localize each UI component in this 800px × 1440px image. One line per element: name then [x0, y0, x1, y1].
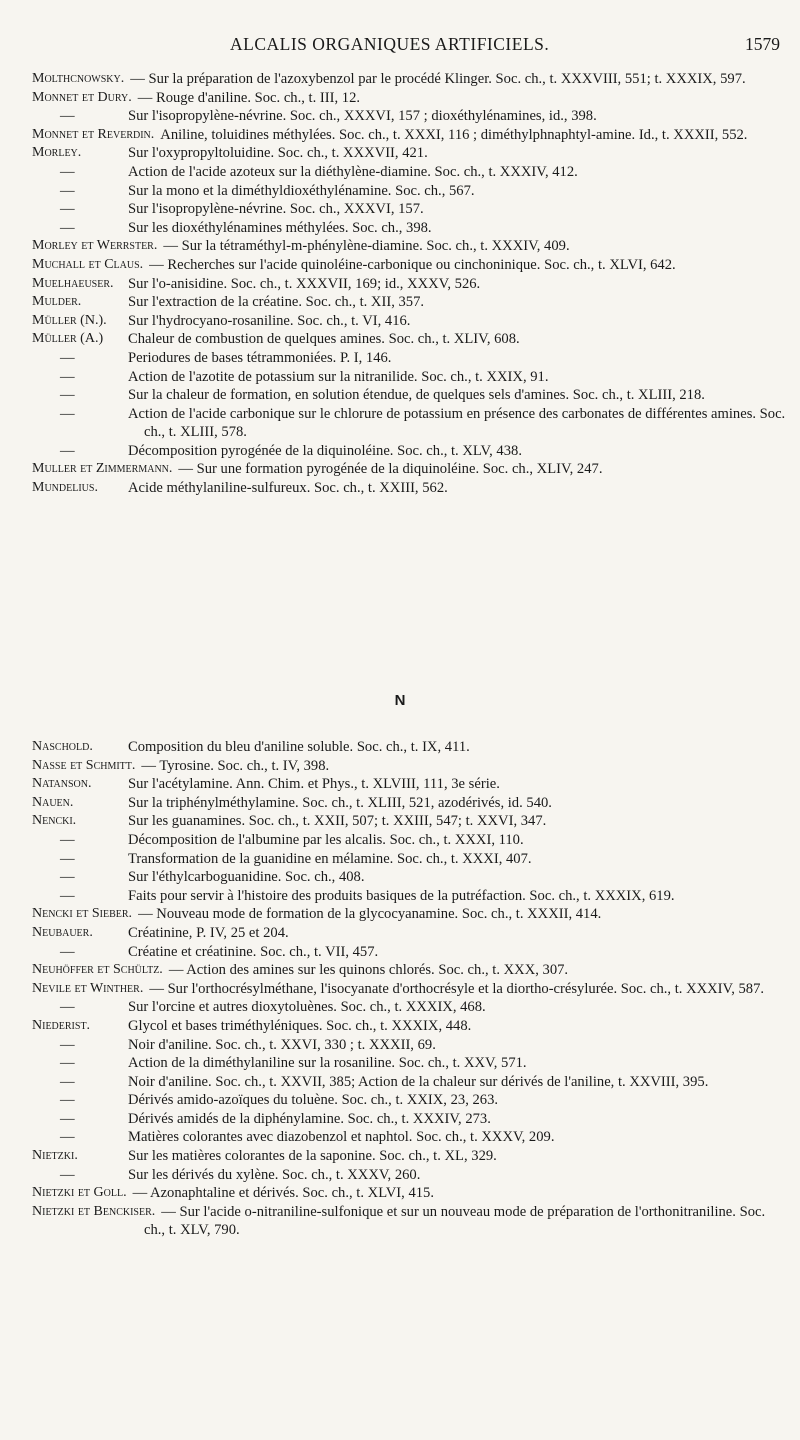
author-name: Nietzki et Goll. — [32, 1185, 127, 1201]
author-name: Nauen. — [32, 794, 74, 810]
entry-text: Action de la diméthylaniline sur la rosaniline. Soc. ch., t. XXV, 571. — [128, 1055, 527, 1072]
entry-text: Décomposition pyrogénée de la diquinoléine. Soc. ch., t. XLV, 438. — [128, 442, 522, 459]
entry-text: — Sur l'orthocrésylméthane, l'isocyanate d'orthocrésyle et la diortho-crésylurée. Soc. ch., t. XXXIV, 587. — [149, 980, 765, 997]
bibliography-entry — [32, 775, 788, 794]
bibliography-entry — [32, 144, 788, 163]
ditto-dash: — — [60, 1129, 75, 1146]
ditto-dash: — — [60, 201, 75, 218]
entry-text: Noir d'aniline. Soc. ch., t. XXVII, 385; Action de la chaleur sur dérivés de l'aniline, t. XXVIII, 395. — [128, 1073, 709, 1090]
ditto-dash: — — [60, 163, 75, 180]
entry-text: Créatine et créatinine. Soc. ch., t. VII, 457. — [128, 943, 379, 960]
author-name: Neubauer. — [32, 924, 93, 940]
ditto-dash: — — [60, 999, 75, 1016]
author-name: Naschold. — [32, 739, 93, 754]
bibliography-entry — [32, 1110, 788, 1129]
bibliography-entry — [32, 1091, 788, 1110]
bibliography-entry — [32, 1203, 788, 1240]
bibliography-entry — [32, 943, 788, 962]
entry-text: — Azonaphtaline et dérivés. Soc. ch., t. XLVI, 415. — [132, 1185, 435, 1202]
entry-text: — Action des amines sur les quinons chlorés. Soc. ch., t. XXX, 307. — [168, 962, 569, 979]
entry-text: Matières colorantes avec diazobenzol et naphtol. Soc. ch., t. XXXV, 209. — [128, 1129, 555, 1146]
entry-text: Action de l'azotite de potassium sur la nitranilide. Soc. ch., t. XXIX, 91. — [128, 368, 549, 385]
ditto-dash: — — [60, 943, 75, 960]
entry-text: Sur les guanamines. Soc. ch., t. XXII, 507; t. XXIII, 547; t. XXVI, 347. — [128, 813, 547, 830]
bibliography-entry — [32, 831, 788, 850]
entry-text: Sur les dérivés du xylène. Soc. ch., t. XXXV, 260. — [128, 1166, 421, 1183]
bibliography-entry — [32, 256, 788, 275]
entry-text: Aniline, toluidines méthylées. Soc. ch., t. XXXI, 116 ; diméthylphnaphtyl-amine. Id., t. XXXII, 552. — [160, 126, 748, 143]
section-n-entries — [32, 738, 788, 1240]
ditto-dash: — — [60, 887, 75, 904]
bibliography-entry — [32, 275, 788, 294]
entry-text: Décomposition de l'albumine par les alcalis. Soc. ch., t. XXXI, 110. — [128, 831, 524, 848]
author-name: Nietzki et Benckiser. — [32, 1203, 156, 1219]
ditto-dash: — — [60, 1110, 75, 1127]
entry-text: Chaleur de combustion de quelques amines. Soc. ch., t. XLIV, 608. — [128, 331, 520, 348]
bibliography-entry — [32, 961, 788, 980]
bibliography-entry — [32, 980, 788, 999]
bibliography-entry — [32, 70, 788, 89]
bibliography-entry — [32, 1184, 788, 1203]
entry-text: — Sur une formation pyrogénée de la diquinoléine. Soc. ch., XLIV, 247. — [178, 461, 603, 478]
entry-text: Sur l'o-anisidine. Soc. ch., t. XXXVII, 169; id., XXXV, 526. — [128, 275, 481, 292]
ditto-dash: — — [60, 349, 75, 366]
ditto-dash: — — [60, 182, 75, 199]
bibliography-entry — [32, 1017, 788, 1036]
running-title: ALCALIS ORGANIQUES ARTIFICIELS. — [230, 34, 550, 54]
ditto-dash: — — [60, 108, 75, 125]
entry-text: Sur l'orcine et autres dioxytoluènes. Soc. ch., t. XXXIX, 468. — [128, 999, 486, 1016]
author-name: Nencki. — [32, 813, 77, 829]
author-name: Neuhöffer et Schültz. — [32, 962, 163, 978]
bibliography-entry — [32, 460, 788, 479]
author-name: Niederist. — [32, 1017, 91, 1033]
author-name: Nasse et Schmitt. — [32, 757, 136, 773]
entry-text: Sur les matières colorantes de la saponine. Soc. ch., t. XL, 329. — [128, 1148, 497, 1165]
entry-text: Créatinine, P. IV, 25 et 204. — [128, 924, 289, 941]
bibliography-entry — [32, 738, 788, 757]
bibliography-entry — [32, 89, 788, 108]
bibliography-entry — [32, 479, 788, 498]
author-name: Morley. — [32, 145, 82, 161]
entry-text: Sur l'acétylamine. Ann. Chim. et Phys., t. XLVIII, 111, 3e série. — [128, 776, 500, 793]
page-header — [0, 34, 800, 58]
bibliography-entry — [32, 998, 788, 1017]
bibliography-entry — [32, 905, 788, 924]
bibliography-entry — [32, 349, 788, 368]
section-m-entries — [32, 70, 788, 498]
bibliography-entry — [32, 1166, 788, 1185]
author-name: Müller (N.). — [32, 312, 107, 328]
bibliography-entry — [32, 1036, 788, 1055]
entry-text: Action de l'acide azoteux sur la diéthylène-diamine. Soc. ch., t. XXXIV, 412. — [128, 163, 578, 180]
entry-text: Dérivés amidés de la diphénylamine. Soc. ch., t. XXXIV, 273. — [128, 1110, 491, 1127]
author-name: Muchall et Claus. — [32, 256, 144, 272]
author-name: Monnet et Reverdin. — [32, 126, 155, 142]
ditto-dash: — — [60, 869, 75, 886]
ditto-dash: — — [60, 219, 75, 236]
entry-text: Sur l'éthylcarboguanidine. Soc. ch., 408. — [128, 869, 365, 886]
bibliography-entry — [32, 219, 788, 238]
entry-text: Sur l'oxypropyltoluidine. Soc. ch., t. XXXVII, 421. — [128, 145, 428, 162]
bibliography-entry — [32, 330, 788, 349]
entry-text: — Nouveau mode de formation de la glycocyanamine. Soc. ch., t. XXXII, 414. — [138, 906, 602, 923]
bibliography-entry — [32, 405, 788, 442]
bibliography-entry — [32, 1147, 788, 1166]
entry-text: Faits pour servir à l'histoire des produits basiques de la putréfaction. Soc. ch., t. XXXIX, 619. — [128, 887, 675, 904]
entry-text: — Sur l'acide o-nitraniline-sulfonique et sur un nouveau mode de préparation de l'orthonitraniline. Soc. ch., t. XLV, 790. — [144, 1203, 766, 1239]
entry-text: Sur la mono et la diméthyldioxéthylénamine. Soc. ch., 567. — [128, 182, 475, 199]
bibliography-entry — [32, 1128, 788, 1147]
entry-text: — Recherches sur l'acide quinoléine-carbonique ou cinchoninique. Soc. ch., t. XLVI, 642. — [149, 256, 676, 273]
author-name: Mulder. — [32, 294, 82, 310]
entry-text: — Sur la préparation de l'azoxybenzol par le procédé Klinger. Soc. ch., t. XXXVIII, 551; t. XXXIX, 597. — [130, 71, 746, 87]
entry-text: Glycol et bases triméthyléniques. Soc. ch., t. XXXIX, 448. — [128, 1017, 472, 1034]
bibliography-entry — [32, 442, 788, 461]
ditto-dash: — — [60, 387, 75, 404]
entry-text: Sur les dioxéthylénamines méthylées. Soc. ch., 398. — [128, 219, 432, 236]
entry-text: Action de l'acide carbonique sur le chlorure de potassium en présence des carbonates de différentes amines. Soc. ch., t. XLIII, 578. — [128, 405, 786, 441]
entry-text: — Sur la tétraméthyl-m-phénylène-diamine. Soc. ch., t. XXXIV, 409. — [163, 238, 570, 255]
entry-text: Sur la chaleur de formation, en solution étendue, de quelques sels d'amines. Soc. ch., t. XLIII, 218. — [128, 387, 705, 404]
bibliography-entry — [32, 1073, 788, 1092]
bibliography-entry — [32, 1054, 788, 1073]
ditto-dash: — — [60, 442, 75, 459]
bibliography-entry — [32, 887, 788, 906]
page-number: 1579 — [745, 34, 780, 54]
ditto-dash: — — [60, 1055, 75, 1072]
entry-text: Periodures de bases tétrammoniées. P. I, 146. — [128, 349, 392, 366]
bibliography-entry — [32, 850, 788, 869]
bibliography-entry — [32, 312, 788, 331]
ditto-dash: — — [60, 368, 75, 385]
author-name: Müller (A.) — [32, 331, 104, 347]
ditto-dash: — — [60, 1092, 75, 1109]
bibliography-entry — [32, 237, 788, 256]
entry-text: Sur l'isopropylène-névrine. Soc. ch., XXXVI, 157. — [128, 201, 424, 218]
ditto-dash: — — [60, 405, 75, 422]
bibliography-entry — [32, 386, 788, 405]
author-name: Monnet et Dury. — [32, 89, 132, 105]
bibliography-entry — [32, 924, 788, 943]
ditto-dash: — — [60, 831, 75, 848]
entry-text: Composition du bleu d'aniline soluble. Soc. ch., t. IX, 411. — [128, 739, 470, 755]
entry-text: — Rouge d'aniline. Soc. ch., t. III, 12. — [137, 89, 361, 106]
bibliography-entry — [32, 368, 788, 387]
author-name: Nencki et Sieber. — [32, 906, 133, 922]
bibliography-entry — [32, 107, 788, 126]
bibliography-entry — [32, 126, 788, 145]
bibliography-entry — [32, 182, 788, 201]
author-name: Muelhaeuser. — [32, 275, 114, 291]
ditto-dash: — — [60, 1073, 75, 1090]
section-letter: N — [394, 692, 406, 709]
bibliography-entry — [32, 163, 788, 182]
author-name: Nietzki. — [32, 1148, 78, 1164]
author-name: Morley et Werrster. — [32, 238, 158, 254]
entry-text: Dérivés amido-azoïques du toluène. Soc. ch., t. XXIX, 23, 263. — [128, 1092, 499, 1109]
bibliography-entry — [32, 812, 788, 831]
bibliography-entry — [32, 794, 788, 813]
entry-text: Acide méthylaniline-sulfureux. Soc. ch., t. XXIII, 562. — [128, 480, 448, 497]
entry-text: Noir d'aniline. Soc. ch., t. XXVI, 330 ; t. XXXII, 69. — [128, 1036, 436, 1053]
author-name: Mundelius. — [32, 480, 98, 496]
ditto-dash: — — [60, 1166, 75, 1183]
author-name: Muller et Zimmermann. — [32, 461, 173, 477]
entry-text: Sur la triphénylméthylamine. Soc. ch., t. XLIII, 521, azodérivés, id. 540. — [128, 794, 552, 811]
entry-text: Transformation de la guanidine en mélamine. Soc. ch., t. XXXI, 407. — [128, 850, 532, 867]
ditto-dash: — — [60, 1036, 75, 1053]
entry-text: Sur l'extraction de la créatine. Soc. ch., t. XII, 357. — [128, 294, 425, 311]
bibliography-entry — [32, 757, 788, 776]
bibliography-entry — [32, 868, 788, 887]
entry-text: Sur l'hydrocyano-rosaniline. Soc. ch., t. VI, 416. — [128, 312, 411, 329]
bibliography-entry — [32, 200, 788, 219]
author-name: Nevile et Winther. — [32, 980, 144, 996]
entry-text: — Tyrosine. Soc. ch., t. IV, 398. — [141, 757, 330, 774]
author-name: Molthcnowsky. — [32, 71, 125, 86]
entry-text: Sur l'isopropylène-névrine. Soc. ch., XXXVI, 157 ; dioxéthylénamines, id., 398. — [128, 108, 597, 125]
ditto-dash: — — [60, 850, 75, 867]
author-name: Natanson. — [32, 776, 92, 792]
bibliography-entry — [32, 293, 788, 312]
